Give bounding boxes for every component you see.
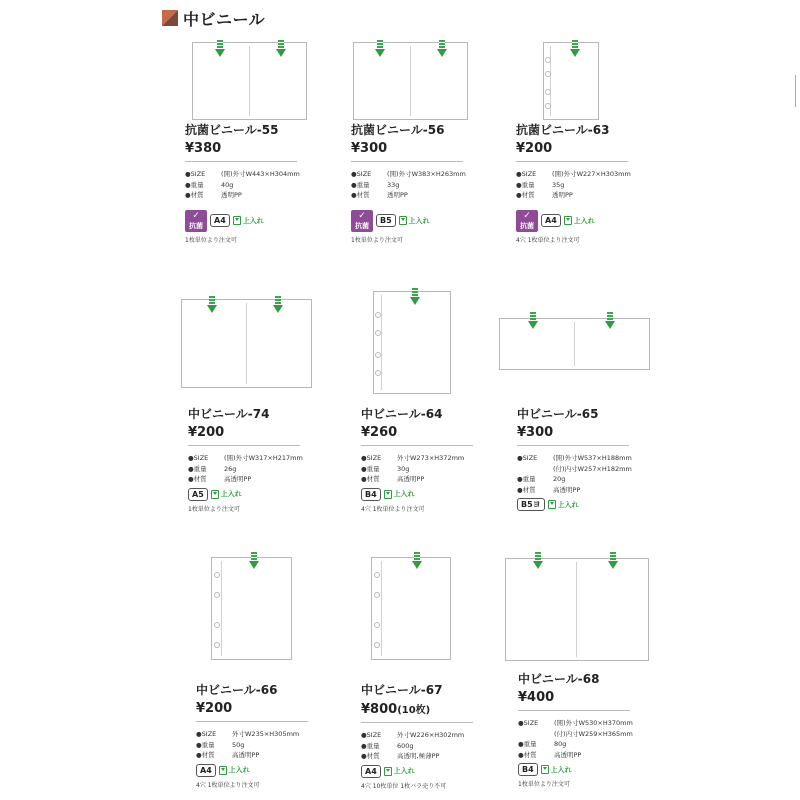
- spec-list: ●SIZE 外寸W226×H302mm ●重量 600g ●材質 高透明,極薄PP: [361, 731, 465, 760]
- insert-arrow-icon: [207, 296, 217, 314]
- product-card: [361, 405, 511, 513]
- insert-arrow-icon: [273, 296, 283, 314]
- order-note: 4穴 1枚単位より注文可: [516, 236, 580, 244]
- product-card: [517, 405, 667, 511]
- top-load-icon: [384, 767, 392, 776]
- divider: [518, 710, 630, 711]
- antibacterial-icon: ✓ 抗菌: [185, 210, 207, 232]
- spec-list: ●SIZE (開)外寸W537×H188mm (付)内寸W257×H182mm ●重量 20g ●材質 高透明PP: [517, 454, 632, 494]
- product-name: 抗菌ビニール-55: [185, 123, 279, 137]
- top-load-icon: [399, 216, 407, 225]
- spec-list: ●SIZE (開)外寸W530×H370mm (付)内寸W259×H365mm ●重量 80g ●材質 高透明PP: [518, 719, 633, 759]
- spec-list: ●SIZE 外寸W235×H305mm ●重量 50g ●材質 高透明PP: [196, 730, 300, 759]
- product-name: 抗菌ビニール-56: [351, 123, 445, 137]
- product-price: ¥300: [351, 141, 388, 156]
- product-card: [518, 670, 668, 788]
- badge-row: B5ヨ 上入れ: [517, 498, 667, 511]
- insert-arrow-icon: [412, 552, 422, 570]
- divider: [188, 445, 300, 446]
- top-load-icon: [541, 765, 549, 774]
- badge-row: ✓ 抗菌 A4 上入れ: [185, 210, 335, 232]
- spec-list: ●SIZE (開)外寸W383×H263mm ●重量 33g ●材質 透明PP: [351, 170, 466, 199]
- badge-row: ✓ 抗菌 A4 上入れ: [516, 210, 666, 232]
- product-card: [188, 405, 338, 513]
- divider: [351, 161, 463, 162]
- insert-arrow-icon: [528, 312, 538, 330]
- paper-size-badge: A4: [210, 214, 230, 227]
- order-note: 4穴 1枚単位より注文可: [361, 505, 425, 513]
- insert-arrow-icon: [437, 40, 447, 58]
- paper-size-badge: B5ヨ: [517, 498, 545, 511]
- badge-row: A4 上入れ: [196, 764, 346, 777]
- badge-row: B4 上入れ: [518, 763, 668, 776]
- product-name: 中ビニール-67: [361, 683, 443, 697]
- product-price: ¥300: [517, 425, 554, 440]
- order-note: 1枚単位より注文可: [185, 236, 237, 244]
- paper-size-badge: B5: [376, 214, 396, 227]
- product-card: [516, 121, 666, 244]
- top-load-icon: [233, 216, 241, 225]
- order-note: 1枚単位より注文可: [351, 236, 403, 244]
- product-name: 中ビニール-74: [188, 407, 270, 421]
- divider: [517, 445, 629, 446]
- antibacterial-icon: ✓ 抗菌: [351, 210, 373, 232]
- product-name: 中ビニール-64: [361, 407, 443, 421]
- spec-list: ●SIZE (開)外寸W317×H217mm ●重量 26g ●材質 高透明PP: [188, 454, 303, 483]
- product-card: [361, 681, 511, 790]
- product-price: ¥380: [185, 141, 222, 156]
- product-name: 中ビニール-65: [517, 407, 599, 421]
- insert-arrow-icon: [410, 288, 420, 306]
- product-card: [196, 681, 346, 789]
- divider: [185, 161, 297, 162]
- paper-size-badge: B4: [361, 488, 381, 501]
- spec-list: ●SIZE (開)外寸W227×H303mm ●重量 35g ●材質 透明PP: [516, 170, 631, 199]
- badge-row: A4 上入れ: [361, 765, 511, 778]
- product-price: ¥260: [361, 425, 398, 440]
- top-load-icon: [384, 490, 392, 499]
- paper-size-badge: A4: [196, 764, 216, 777]
- divider: [361, 722, 473, 723]
- product-name: 抗菌ビニール-63: [516, 123, 610, 137]
- product-name: 中ビニール-66: [196, 683, 278, 697]
- product-price: ¥200: [516, 141, 553, 156]
- divider: [196, 721, 308, 722]
- top-load-icon: [211, 490, 219, 499]
- product-name: 中ビニール-68: [518, 672, 600, 686]
- top-load-icon: [564, 216, 572, 225]
- spec-list: ●SIZE 外寸W273×H372mm ●重量 30g ●材質 高透明PP: [361, 454, 465, 483]
- top-load-icon: [219, 766, 227, 775]
- insert-arrow-icon: [533, 552, 543, 570]
- paper-size-badge: A4: [541, 214, 561, 227]
- header-mark-icon: [162, 10, 178, 26]
- insert-arrow-icon: [276, 40, 286, 58]
- order-note: 1枚単位より注文可: [188, 505, 240, 513]
- insert-arrow-icon: [375, 40, 385, 58]
- paper-size-badge: A4: [361, 765, 381, 778]
- insert-arrow-icon: [605, 312, 615, 330]
- order-note: 1枚単位より注文可: [518, 781, 570, 788]
- product-price: ¥800(10枚): [361, 702, 431, 717]
- insert-arrow-icon: [215, 40, 225, 58]
- page-title: 中ビニール: [183, 9, 266, 29]
- top-load-icon: [548, 500, 556, 509]
- badge-row: ✓ 抗菌 B5 上入れ: [351, 210, 501, 232]
- antibacterial-icon: ✓ 抗菌: [516, 210, 538, 232]
- order-note: 4穴 10枚単位 1枚バラ売り不可: [361, 782, 447, 790]
- paper-size-badge: A5: [188, 488, 208, 501]
- insert-arrow-icon: [570, 40, 580, 58]
- badge-row: B4 上入れ: [361, 488, 511, 501]
- order-note: 4穴 1枚単位より注文可: [196, 781, 260, 789]
- product-price: ¥200: [188, 425, 225, 440]
- insert-arrow-icon: [249, 552, 259, 570]
- section-header: [162, 6, 265, 30]
- insert-arrow-icon: [608, 552, 618, 570]
- divider: [361, 445, 473, 446]
- product-price: ¥200: [196, 701, 233, 716]
- product-price: ¥400: [518, 690, 555, 705]
- badge-row: A5 上入れ: [188, 488, 338, 501]
- paper-size-badge: B4: [518, 763, 538, 776]
- product-card: [351, 121, 501, 244]
- product-card: [185, 121, 335, 244]
- divider: [516, 161, 628, 162]
- edge-mark: [795, 75, 796, 107]
- spec-list: ●SIZE (開)外寸W443×H304mm ●重量 40g ●材質 透明PP: [185, 170, 300, 199]
